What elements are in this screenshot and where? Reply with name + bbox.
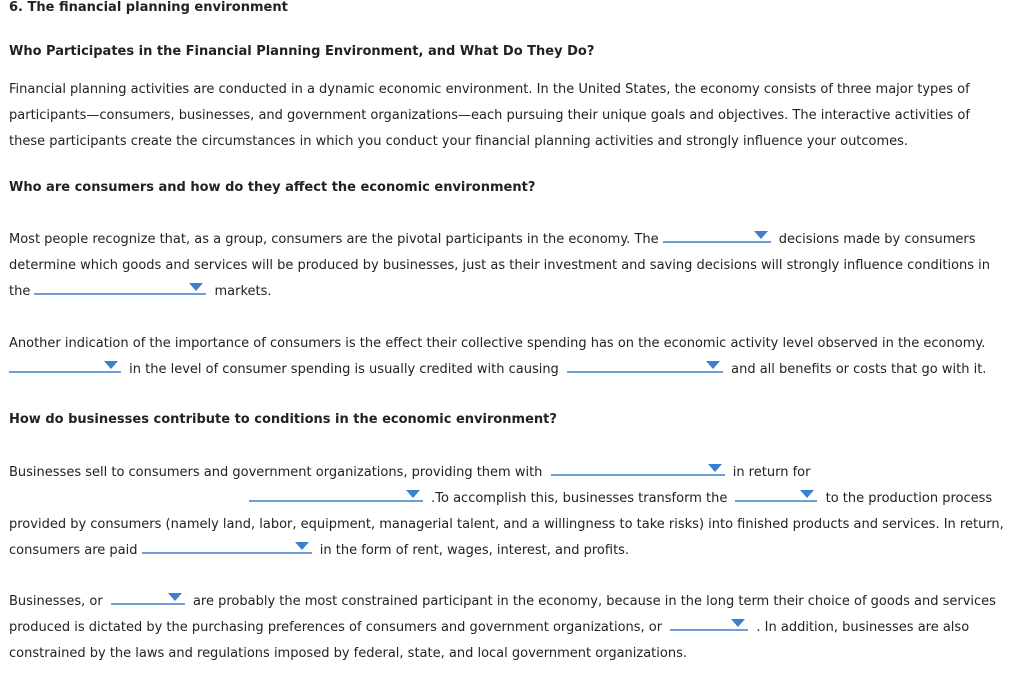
text: .To accomplish this, businesses transform the [431, 491, 728, 506]
paragraph-consumers-decisions [9, 227, 1009, 305]
dropdown-arrow-icon [406, 490, 420, 498]
text: Businesses, or [9, 594, 103, 609]
text: . In addition, businesses are also constrained by the laws and regulations imposed by federal, state, and local government organizations. [9, 620, 970, 661]
question-heading: 6. The financial planning environment [9, 0, 288, 15]
dropdown-markets[interactable] [34, 279, 206, 295]
text: Businesses sell to consumers and government organizations, providing them with [9, 465, 543, 480]
dropdown-payment[interactable] [142, 538, 312, 554]
dropdown-arrow-icon [104, 361, 118, 369]
section-title-consumers: Who are consumers and how do they affect the economic environment? [9, 180, 536, 195]
dropdown-businesses-or[interactable] [111, 589, 185, 605]
dropdown-spending-effect[interactable] [567, 357, 723, 373]
paragraph-businesses-sell [9, 460, 1009, 564]
paragraph-participants: Financial planning activities are conducted in a dynamic economic environment. In the United States, the economy consists of three major types of participants—consumers, businesses, and government organizations—each pursuing their unique goals and objectives. The interactive activities of these participants create the circumstances in which you conduct your financial planning activities and strongly influence your outcomes. [9, 82, 970, 149]
text: and all benefits or costs that go with it. [731, 362, 987, 377]
section-title-businesses: How do businesses contribute to conditions in the economic environment? [9, 412, 557, 427]
dropdown-return[interactable] [249, 486, 423, 502]
dropdown-government-or[interactable] [670, 615, 748, 631]
text: are probably the most constrained participant in the economy, because in the long term their choice of goods and services produced is dictated by the purchasing preferences of consumers and government organizations, or [9, 594, 996, 635]
dropdown-arrow-icon [706, 361, 720, 369]
text: in the level of consumer spending is usually credited with causing [129, 362, 559, 377]
dropdown-providing[interactable] [551, 460, 725, 476]
dropdown-consumer-decisions[interactable] [663, 227, 771, 243]
dropdown-arrow-icon [754, 231, 768, 239]
paragraph-businesses-constrained [9, 589, 1009, 667]
dropdown-spending-change[interactable] [9, 357, 121, 373]
paragraph-consumer-spending [9, 331, 1009, 383]
dropdown-arrow-icon [708, 464, 722, 472]
text: to the production process provided by consumers (namely land, labor, equipment, managerial talent, and a willingness to take risks) into finished products and services. In return, consumers are paid [9, 491, 1004, 558]
dropdown-arrow-icon [295, 542, 309, 550]
text: in the form of rent, wages, interest, and profits. [319, 543, 630, 558]
dropdown-arrow-icon [168, 593, 182, 601]
text: Another indication of the importance of consumers is the effect their collective spending has on the economic activity level observed in the economy. [9, 336, 986, 351]
text: in return for [732, 465, 811, 480]
dropdown-arrow-icon [731, 619, 745, 627]
dropdown-inputs[interactable] [735, 486, 817, 502]
dropdown-arrow-icon [800, 490, 814, 498]
section-title-participants: Who Participates in the Financial Planning Environment, and What Do They Do? [9, 44, 595, 59]
text: Most people recognize that, as a group, consumers are the pivotal participants in the economy. The [9, 232, 659, 247]
text: markets. [214, 284, 272, 299]
dropdown-arrow-icon [189, 283, 203, 291]
text: decisions made by consumers determine which goods and services will be produced by businesses, just as their investment and saving decisions will strongly influence conditions in the [9, 232, 991, 299]
